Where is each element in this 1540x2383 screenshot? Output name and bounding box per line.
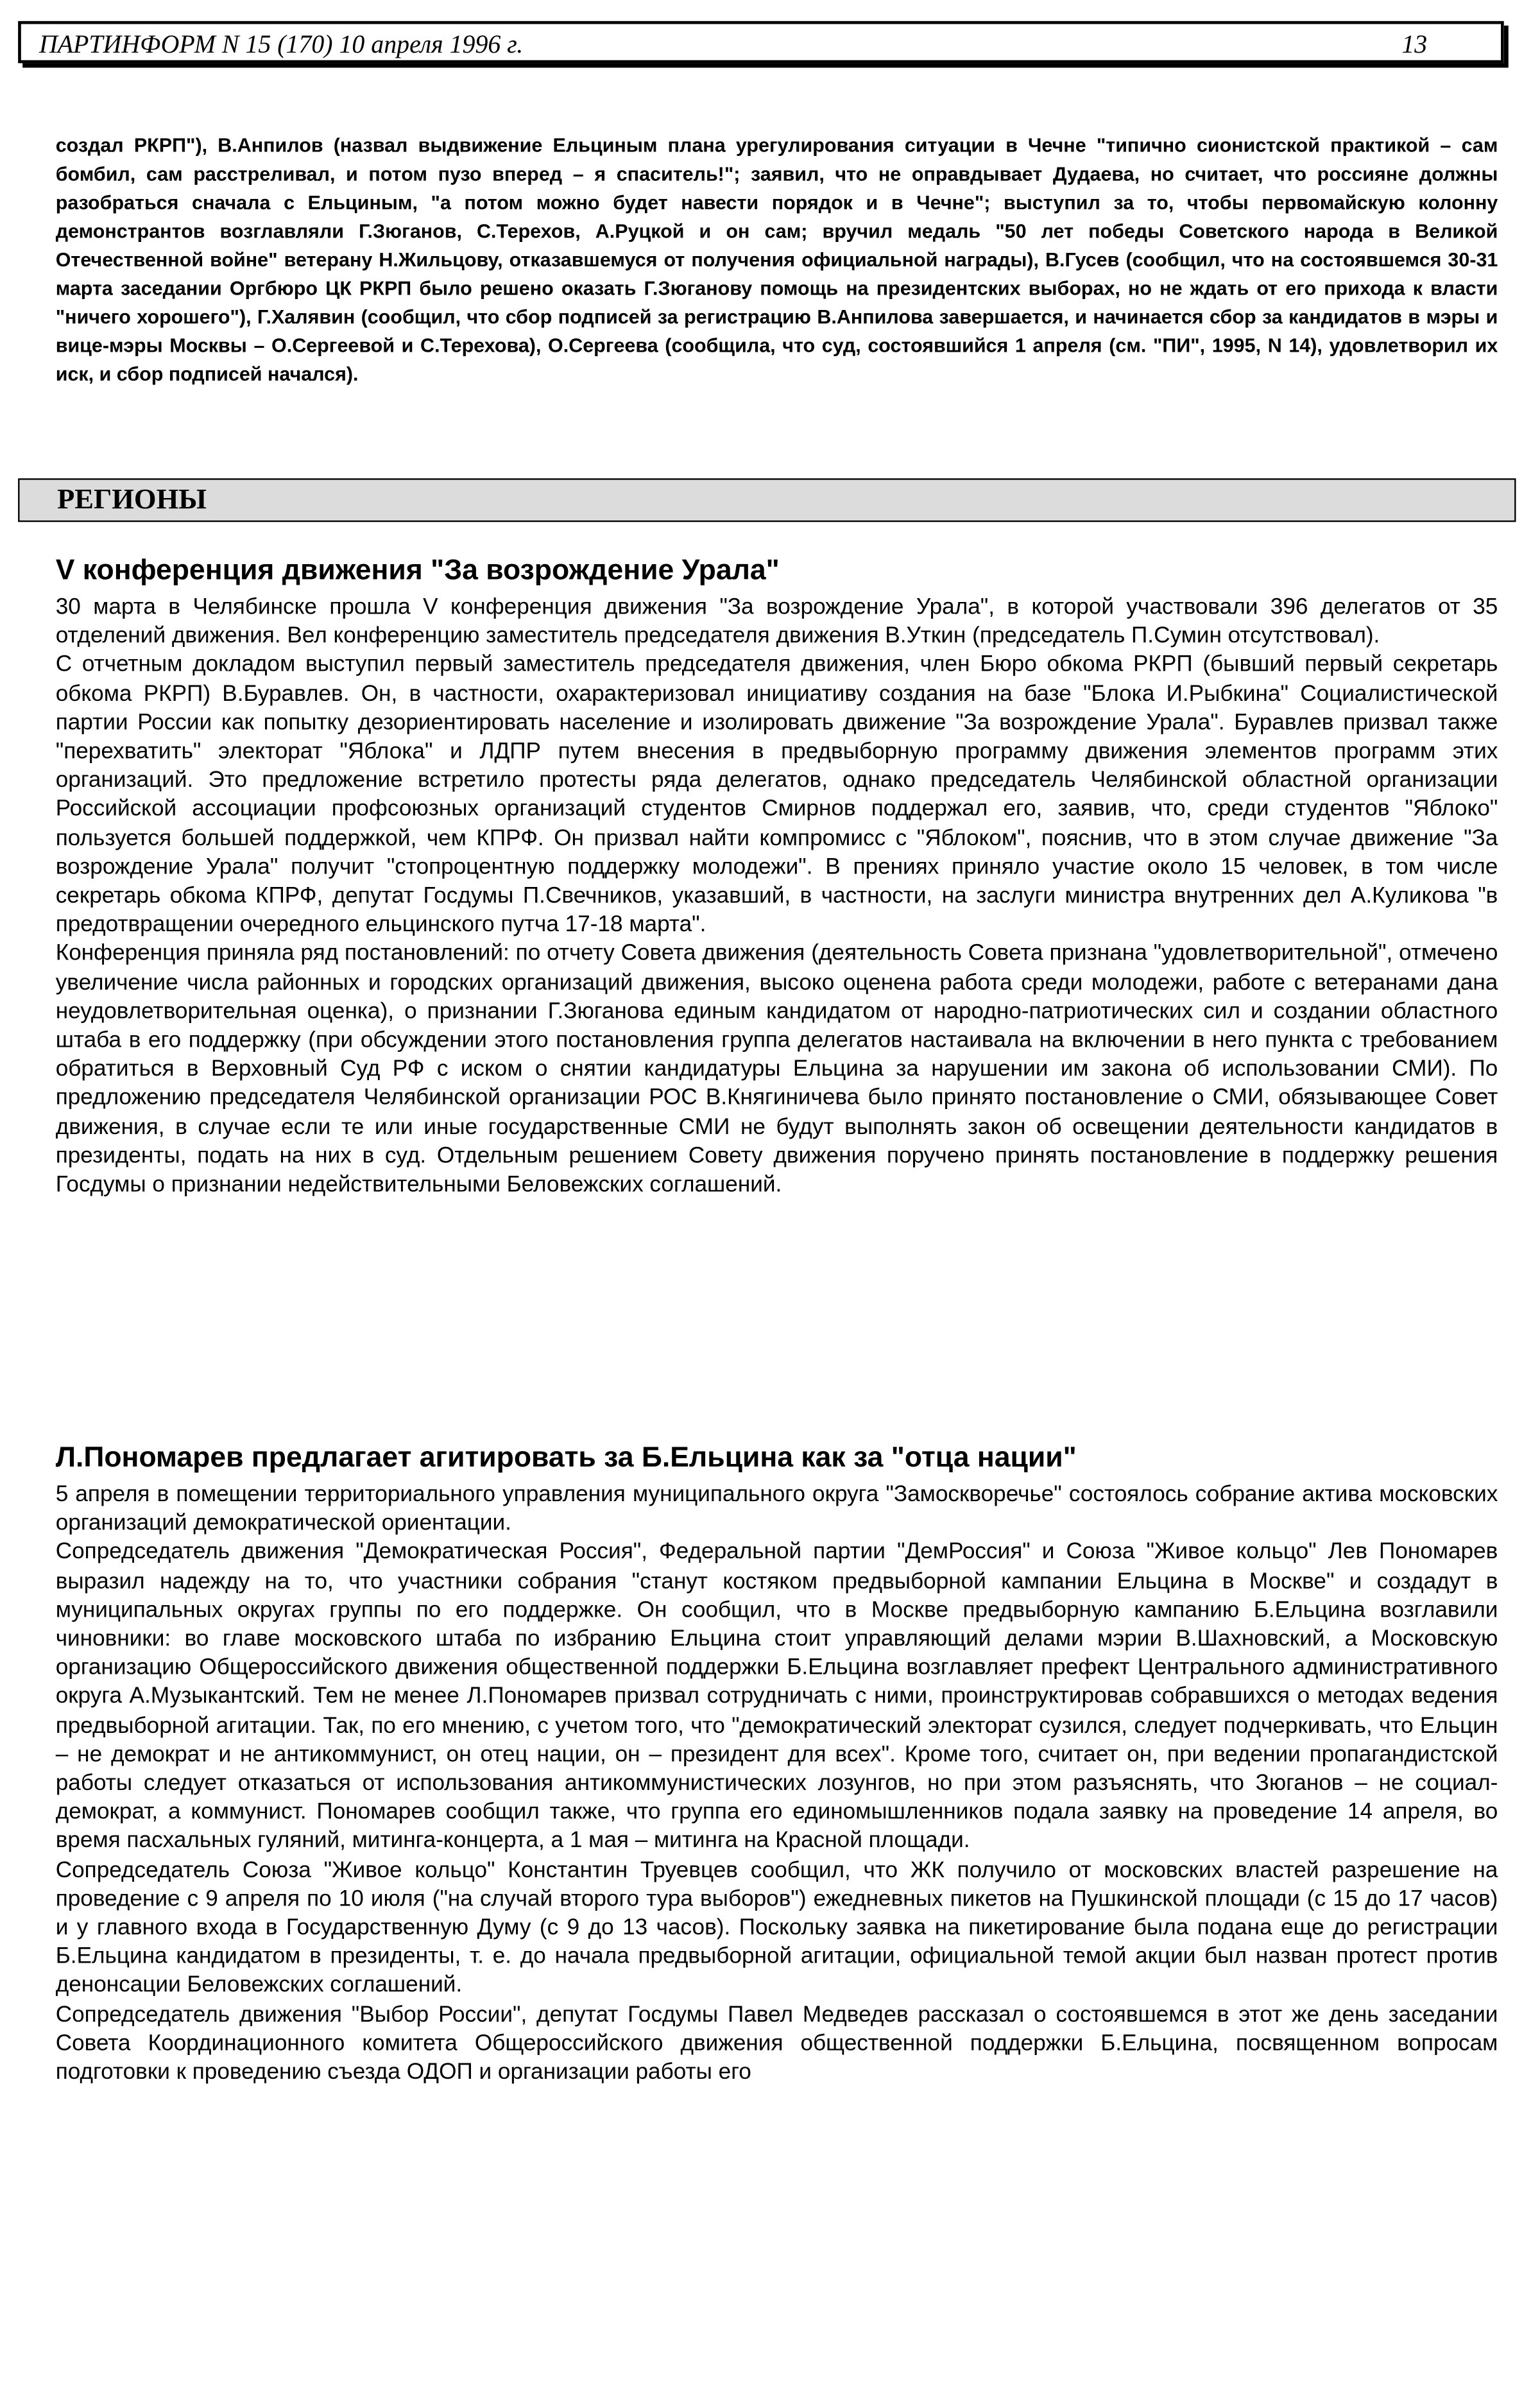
article-paragraph: Сопредседатель движения "Демократическая Россия", Федеральной партии "ДемРоссия" и Союза "Живое кольцо" Лев Пономарев выразил надежду на то, что участники собрания "станут костяком предвыборной кампании Ельцина в Москве" и создадут в муниципальных округах группы по его поддержке. Он сообщил, что в Москве предвыборную кампанию Б.Ельцина возглавили чиновники: во главе московского штаба по избранию Ельцина стоит управляющий делами мэрии В.Шахновский, а Московскую организацию Общероссийского движения общественной поддержки Б.Ельцина возглавляет префект Центрального административного округа А.Музыкантский. Тем не менее Л.Пономарев призвал сотрудничать с ними, проинструктировав собравшихся о методах ведения предвыборной агитации. Так, по его мнению, с учетом того, что "демократический электорат сузился, следует подчеркивать, что Ельцин – не демократ и не антикоммунист, он отец нации, он – президент для всех". Кроме того, считает он, при ведении пропагандистской работы следует отказаться от использования антикоммунистических лозунгов, но при этом разъяснять, что Зюганов – не социал-демократ, а коммунист. Пономарев сообщил также, что группа его единомышленников подала заявку на проведение 14 апреля, во время пасхальных гуляний, митинга-концерта, а 1 мая – митинга на Красной площади. [55,1539,1498,1854]
article-body [56,592,1498,1199]
article-paragraph: 5 апреля в помещении территориального управления муниципального округа "Замоскворечье" состоялось собрание актива московских организаций демократической ориентации. [55,1481,1498,1536]
article-paragraph: С отчетным докладом выступил первый заместитель председателя движения, член Бюро обкома РКРП (бывший первый секретарь обкома РКРП) В.Буравлев. Он, в частности, охарактеризовал инициативу создания на базе "Блока И.Рыбкина" Социалистической партии России как попытку дезориентировать население и изолировать движение "За возрождение Урала". Буравлев призвал также "перехватить" электорат "Яблока" и ЛДПР путем внесения в предвыборную программу движения элементов программ этих организаций. Это предложение встретило протесты ряда делегатов, однако председатель Челябинской областной организации Российской ассоциации профсоюзных организаций студентов Смирнов поддержал его, заявив, что, среди студентов "Яблоко" пользуется большей поддержкой, чем КПРФ. Он призвал найти компромисс с "Яблоком", пояснив, что в этом случае движение "За возрождение Урала" получит "стопроцентную поддержку молодежи". В прениях приняло участие около 15 человек, в том числе секретарь обкома КПРФ, депутат Госдумы П.Свечников, указавший, в частности, на заслуги министра внутренних дел А.Куликова "в предотвращении очередного ельцинского путча 17-18 марта". [55,651,1498,938]
article-paragraph: Сопредседатель движения "Выбор России", депутат Госдумы Павел Медведев рассказал о состоявшемся в этот же день заседании Совета Координационного комитета Общероссийского движения общественной поддержки Б.Ельцина, посвященном вопросам подготовки к проведению съезда ОДОП и организации работы его [55,2001,1498,2085]
article-body [56,1480,1498,2086]
section-heading-bar [18,478,1516,522]
article-title: Л.Пономарев предлагает агитировать за Б.Ельцина как за "отца нации" [55,1442,1077,1474]
section-title: РЕГИОНЫ [57,484,207,516]
publication-title: ПАРТИНФОРМ N 15 (170) 10 апреля 1996 г. [38,30,524,59]
article-paragraph: 30 марта в Челябинске прошла V конференция движения "За возрождение Урала", в которой участвовали 396 делегатов от 35 отделений движения. Вел конференцию заместитель председателя движения В.Уткин (председатель П.Сумин отсутствовал). [55,594,1498,649]
page-header [18,21,1504,64]
article-paragraph: Конференция приняла ряд постановлений: по отчету Совета движения (деятельность Совета признана "удовлетворительной", отмечено увеличение числа районных и городских организаций движения, высоко оценена работа среди молодежи, работе с ветеранами дана неудовлетворительная оценка), о признании Г.Зюганова единым кандидатом от народно-патриотических сил и создании областного штаба в его поддержку (при обсуждении этого постановления группа делегатов настаивала на включении в него пункта с требованием обратиться в Верховный Суд РФ с иском о снятии кандидатуры Ельцина за нарушении им закона об использовании СМИ). По предложению председателя Челябинской организации РОС В.Княгиничева было принято постановление о СМИ, обязывающее Совет движения, в случае если те или иные государственные СМИ не будут выполнять закон об освещении деятельности кандидатов в президенты, подать на них в суд. Отдельным решением Совету движения поручено принять постановление в поддержку решения Госдумы о признании недействительными Беловежских соглашений. [55,940,1498,1198]
page-number: 13 [1401,30,1428,59]
article-title: V конференция движения "За возрождение Урала" [55,555,780,587]
article-paragraph: Сопредседатель Союза "Живое кольцо" Константин Труевцев сообщил, что ЖК получило от московских властей разрешение на проведение с 9 апреля по 10 июля ("на случай второго тура выборов") ежедневных пикетов на Пушкинской площади (с 15 до 17 часов) и у главного входа в Государственную Думу (с 9 до 13 часов). Поскольку заявка на пикетирование была подана еще до регистрации Б.Ельцина кандидатом в президенты, т. е. до начала предвыборной агитации, официальной темой акции был назван протест против денонсации Беловежских соглашений. [55,1857,1498,1999]
intro-paragraph: создал РКРП"), В.Анпилов (назвал выдвижение Ельциным плана урегулирования ситуации в Чечне "типично сионистской практикой – сам бомбил, сам расстреливал, и потом пузо вперед – я спаситель!"; заявил, что не оправдывает Дудаева, но считает, что россияне должны разобраться сначала с Ельциным, "а потом можно будет навести порядок и в Чечне"; выступил за то, чтобы первомайскую колонну демонстрантов возглавляли Г.Зюганов, С.Терехов, А.Руцкой и он сам; вручил медаль "50 лет победы Советского народа в Великой Отечественной войне" ветерану Н.Жильцову, отказавшемуся от получения официальной награды), В.Гусев (сообщил, что на состоявшемся 30-31 марта заседании Оргбюро ЦК РКРП было решено оказать Г.Зюганову помощь на президентских выборах, но не ждать от его прихода к власти "ничего хорошего"), Г.Халявин (сообщил, что сбор подписей за регистрацию В.Анпилова завершается, и начинается сбор за кандидатов в мэры и вице-мэры Москвы – О.Сергеевой и С.Терехова), О.Сергеева (сообщила, что суд, состоявшийся 1 апреля (см. "ПИ", 1995, N 14), удовлетворил их иск, и сбор подписей начался). [55,133,1498,385]
